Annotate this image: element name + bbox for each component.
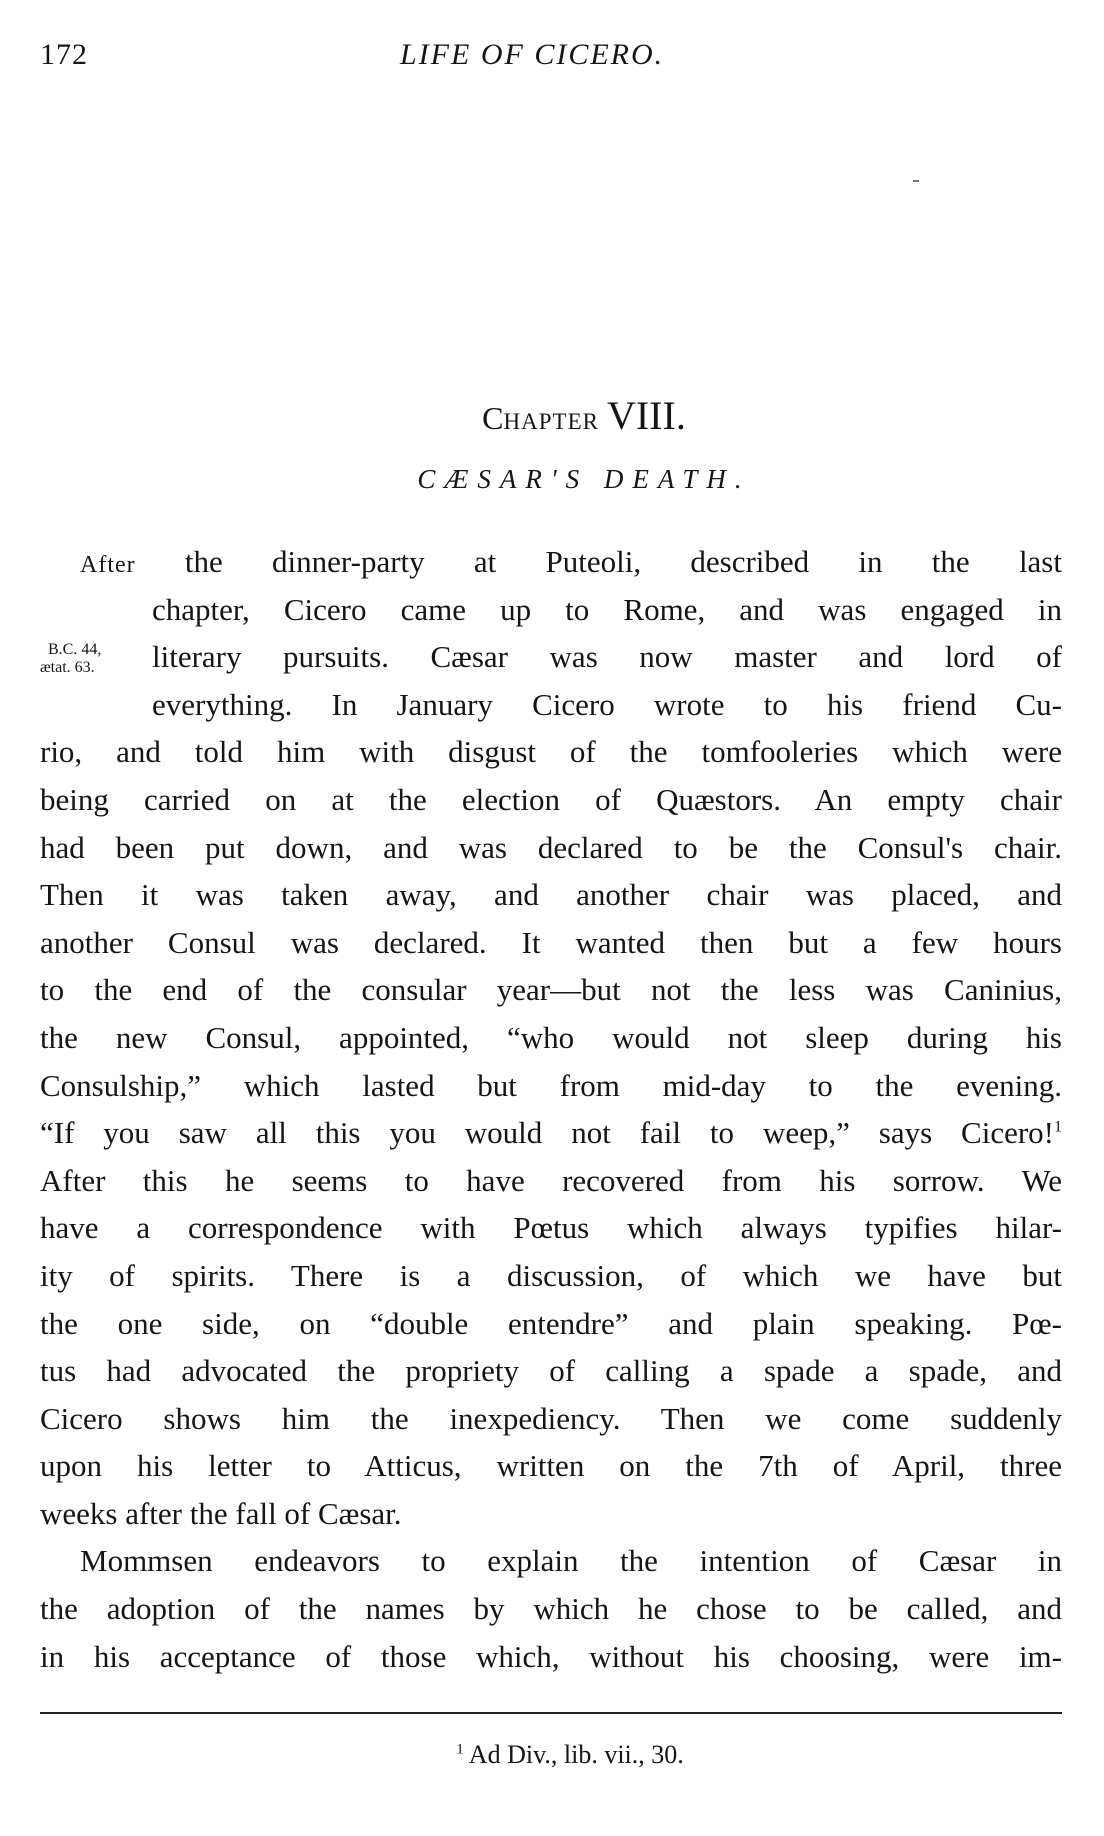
text-line: upon his letter to Atticus, written on the 7th of April, three	[40, 1448, 1062, 1484]
text-line: After this he seems to have recovered from his sorrow. We	[40, 1162, 1062, 1198]
text-line: tus had advocated the propriety of calling a spade a spade, and	[40, 1353, 1062, 1389]
margin-note	[40, 641, 101, 677]
footnote-rule	[40, 1712, 1062, 1714]
text-line: “If you saw all this you would not fail to weep,” says Cicero!$^1$	[40, 1115, 1062, 1151]
text-line: another Consul was declared. It wanted then but a few hours	[40, 924, 1062, 960]
footnote-marker: 1	[456, 1741, 464, 1758]
text-line: After the dinner-party at Puteoli, described in the last	[80, 544, 1062, 579]
text-line: being carried on at the election of Quæstors. An empty chair	[40, 781, 1062, 817]
running-head	[40, 38, 1060, 82]
text-line: weeks after the fall of Cæsar.	[40, 1495, 402, 1531]
text-line: Consulship,” which lasted but from mid-day to the evening.	[40, 1067, 1062, 1103]
text-line: ity of spirits. There is a discussion, of which we have but	[40, 1257, 1062, 1293]
text-line: everything. In January Cicero wrote to his friend Cu-	[152, 686, 1062, 722]
chapter-heading	[32, 392, 1104, 439]
text-line: Cicero shows him the inexpediency. Then we come suddenly	[40, 1400, 1062, 1436]
text-line: have a correspondence with Pœtus which always typifies hilar-	[40, 1210, 1062, 1246]
chapter-label-rest: HAPTER	[503, 409, 599, 434]
running-title: LIFE OF CICERO.	[400, 38, 665, 71]
text-line: Then it was taken away, and another chair was placed, and	[40, 877, 1062, 913]
text-line: had been put down, and was declared to be the Consul's chair.	[40, 829, 1062, 865]
text-line: B.C. 44, ætat. 63. literary pursuits. Cæsar was now master and lord of	[40, 639, 1062, 677]
text-line: rio, and told him with disgust of the tomfooleries which were	[40, 734, 1062, 770]
chapter-label-initial: C	[482, 400, 504, 436]
footnote-reference: 1	[1054, 1118, 1062, 1136]
margin-note-age: ætat. 63.	[40, 659, 95, 677]
chapter-number: VIII.	[606, 393, 686, 438]
text-line: chapter, Cicero came up to Rome, and was engaged in	[152, 591, 1062, 627]
text-line: to the end of the consular year—but not the less was Caninius,	[40, 972, 1062, 1008]
text-line: the one side, on “double entendre” and plain speaking. Pœ-	[40, 1305, 1062, 1341]
footnote	[18, 1740, 1104, 1770]
chapter-title: CÆSAR'S DEATH.	[417, 464, 751, 494]
text-line: Mommsen endeavors to explain the intention of Cæsar in	[80, 1543, 1062, 1579]
footnote-text: Ad Div., lib. vii., 30.	[468, 1740, 684, 1769]
margin-note-year: B.C. 44,	[48, 641, 102, 659]
text-line: the new Consul, appointed, “who would not sleep during his	[40, 1019, 1062, 1055]
paragraph-lead-word: After	[80, 552, 136, 578]
text-line: the adoption of the names by which he chose to be called, and	[40, 1591, 1062, 1627]
page-number: 172	[40, 38, 88, 71]
body-text	[40, 538, 1062, 1680]
text-line: in his acceptance of those which, without his choosing, were im-	[40, 1638, 1062, 1674]
stray-ink-mark	[913, 180, 919, 182]
